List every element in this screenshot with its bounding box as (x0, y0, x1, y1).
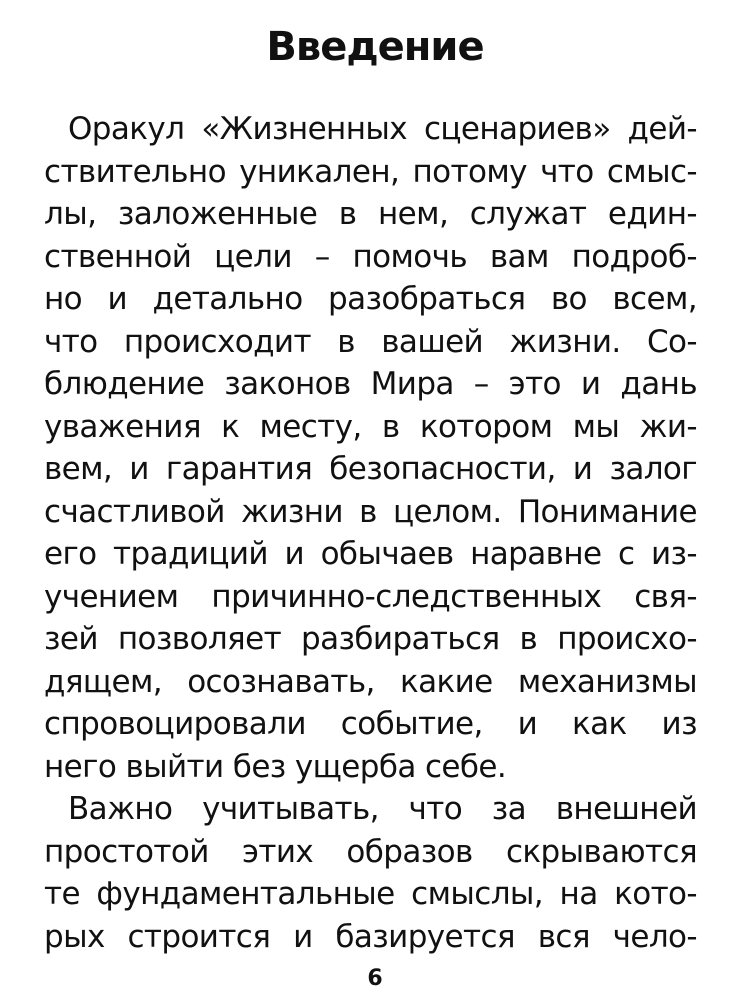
text-line: него выйти без ущерба себе. (44, 748, 507, 785)
text-line: спровоцировали событие, и как из (44, 706, 697, 742)
text-line: но и детально разобраться во всем, (44, 281, 697, 317)
text-line: счастливой жизни в целом. Понимание (44, 493, 697, 530)
page-number: 6 (367, 966, 383, 991)
text-line: ствительно уникален, потому что смыс- (44, 153, 697, 190)
page-title: Введение (266, 24, 484, 70)
text-line: что происходит в вашей жизни. Со- (44, 323, 697, 360)
text-line: его традиций и обычаев наравне с из- (44, 536, 697, 572)
text-line: рых строится и базируется вся чело- (44, 918, 697, 955)
text-line: те фундаментальные смыслы, на кото- (44, 876, 697, 912)
text-line: ственной цели – помочь вам подроб- (44, 238, 697, 275)
text-line: Оракул «Жизненных сценариев» дей- (68, 111, 697, 147)
body-text (44, 108, 697, 958)
text-line: блюдение законов Мира – это и дань (44, 366, 697, 402)
text-line: учением причинно-следственных свя- (44, 578, 697, 615)
text-line: Важно учитывать, что за внешней (68, 791, 697, 827)
text-line: простотой этих образов скрываются (44, 833, 697, 870)
text-line: вем, и гарантия безопасности, и залог (44, 451, 697, 487)
text-line: зей позволяет разбираться в происхо- (44, 621, 697, 657)
text-line: лы, заложенные в нем, служат един- (44, 196, 697, 232)
text-line: уважения к месту, в котором мы жи- (44, 408, 697, 445)
text-line: дящем, осознавать, какие механизмы (44, 663, 697, 700)
